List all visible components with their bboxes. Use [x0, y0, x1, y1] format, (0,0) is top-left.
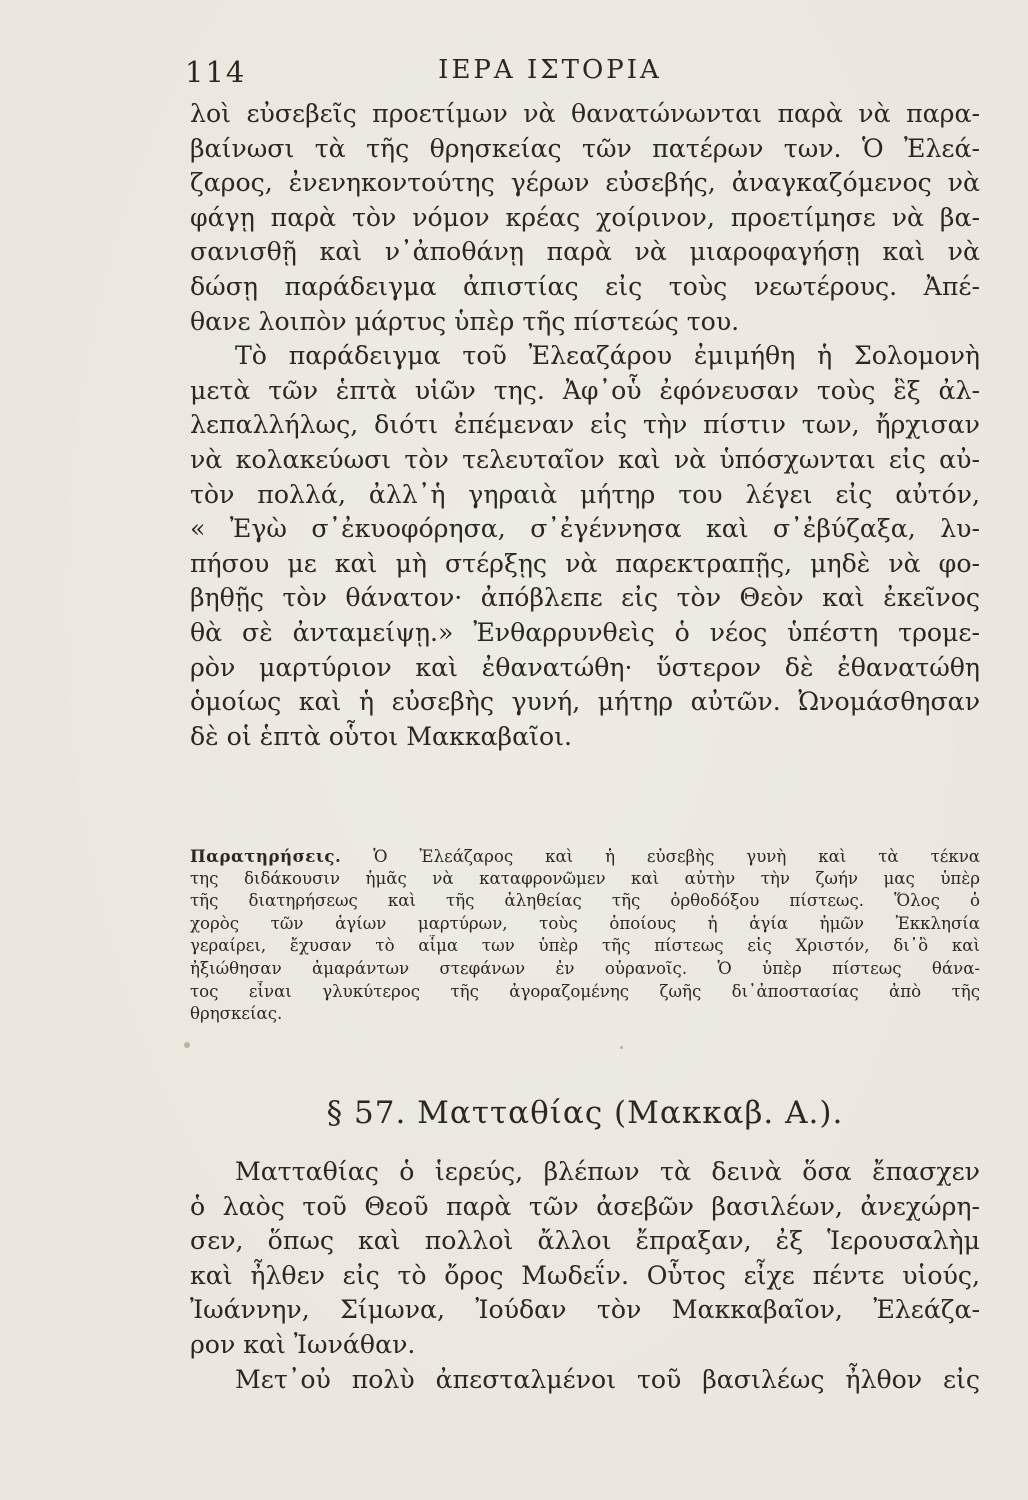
note-line: γεραίρει, ἔχυσαν τὸ αἷμα των ὑπὲρ τῆς πίστεως εἰς Χριστόν, δι᾿ὃ καὶ — [190, 936, 980, 956]
note-line: τῆς διατηρήσεως καὶ τῆς ἀληθείας τῆς ὀρθοδόξου πίστεως. Ὅλος ὁ — [190, 891, 980, 911]
ink-spot — [620, 1046, 623, 1049]
text-line: μετὰ τῶν ἑπτὰ υἱῶν της. Ἀφ᾿οὗ ἐφόνευσαν τοὺς ἓξ ἀλ- — [190, 375, 980, 405]
text-line: Μετ᾿οὐ πολὺ ἀπεσταλμένοι τοῦ βασιλέως ἦλθον εἰς — [235, 1364, 980, 1394]
ink-spot — [184, 1042, 190, 1048]
text-line: βαίνωσι τὰ τῆς θρησκείας τῶν πατέρων των. Ὁ Ἐλεά- — [190, 133, 980, 163]
text-line: ὁ λαὸς τοῦ Θεοῦ παρὰ τῶν ἀσεβῶν βασιλέων, ἀνεχώρη- — [190, 1191, 980, 1221]
text-line: φάγῃ παρὰ τὸν νόμον κρέας χοίρινον, προετίμησε νὰ βα- — [190, 202, 980, 232]
note-line: χορὸς τῶν ἁγίων μαρτύρων, τοὺς ὁποίους ἡ ἁγία ἡμῶν Ἐκκλησία — [190, 913, 980, 933]
text-line: ρον καὶ Ἰωνάθαν. — [190, 1329, 416, 1359]
page-number: 114 — [185, 55, 247, 89]
section-text — [190, 1155, 980, 1397]
text-line: βηθῇς τὸν θάνατον· ἀπόβλεπε εἰς τὸν Θεὸν καὶ ἐκεῖνος — [190, 583, 980, 613]
note-line: τος εἶναι γλυκύτερος τῆς ἀγοραζομένης ζωῆς δι᾿ἀποστασίας ἀπὸ τῆς — [190, 981, 980, 1001]
text-line: ζαρος, ἐνενηκοντούτης γέρων εὐσεβής, ἀναγκαζόμενος νὰ — [190, 168, 980, 198]
text-line: « Ἐγὼ σ᾿ἐκυοφόρησα, σ᾿ἐγέννησα καὶ σ᾿ἐβύζαξα, λυ- — [190, 514, 980, 544]
text-line: θὰ σὲ ἀνταμείψῃ.» Ἐνθαρρυνθεὶς ὁ νέος ὑπέστη τρομε- — [190, 617, 980, 647]
text-line: νὰ κολακεύωσι τὸν τελευταῖον καὶ νὰ ὑπόσχωνται εἰς αὐ- — [190, 444, 980, 474]
observations-note — [190, 845, 980, 1026]
text-line: δὲ οἱ ἑπτὰ οὗτοι Μακκαβαῖοι. — [190, 721, 572, 751]
text-line: σεν, ὅπως καὶ πολλοὶ ἄλλοι ἔπραξαν, ἐξ Ἱερουσαλὴμ — [190, 1226, 980, 1256]
note-label: Παρατηρήσεις. — [190, 846, 342, 866]
text-line: σανισθῇ καὶ ν᾿ἀποθάνῃ παρὰ νὰ μιαροφαγήσῃ καὶ νὰ — [190, 237, 980, 267]
text-line: Τὸ παράδειγμα τοῦ Ἐλεαζάρου ἐμιμήθη ἡ Σολομονὴ — [235, 341, 980, 371]
note-line: θρησκείας. — [190, 1004, 283, 1024]
running-title: ΙΕΡΑ ΙΣΤΟΡΙΑ — [438, 55, 662, 85]
text-line: λοὶ εὐσεβεῖς προετίμων νὰ θανατώνωνται παρὰ νὰ παρα- — [190, 99, 980, 128]
main-text — [190, 97, 980, 754]
note-line: της διδάκουσιν ἡμᾶς νὰ καταφρονῶμεν καὶ αὐτὴν τὴν ζωήν μας ὑπὲρ — [190, 868, 980, 888]
text-line: πήσου με καὶ μὴ στέρξῃς νὰ παρεκτραπῇς, μηδὲ νὰ φο- — [190, 548, 980, 578]
text-line: δώσῃ παράδειγμα ἀπιστίας εἰς τοὺς νεωτέρους. Ἀπέ- — [190, 271, 980, 301]
text-line: ὁμοίως καὶ ἡ εὐσεβὴς γυνή, μήτηρ αὐτῶν. Ὠνομάσθησαν — [190, 687, 980, 717]
note-line: ἠξιώθησαν ἀμαράντων στεφάνων ἐν οὐρανοῖς. Ὁ ὑπὲρ πίστεως θάνα- — [190, 958, 980, 978]
text-line: λεπαλλήλως, διότι ἐπέμεναν εἰς τὴν πίστιν των, ἤρχισαν — [190, 410, 980, 440]
text-line: τὸν πολλά, ἀλλ᾿ἡ γηραιὰ μήτηρ του λέγει εἰς αὐτόν, — [190, 479, 980, 509]
note-first-line: Ὁ Ἐλεάζαρος καὶ ἡ εὐσεβὴς γυνὴ καὶ τὰ τέκνα — [373, 847, 980, 866]
note-line — [190, 845, 980, 868]
text-line: θανε λοιπὸν μάρτυς ὑπὲρ τῆς πίστεώς του. — [190, 306, 740, 336]
section-heading: § 57. Ματταθίας (Μακκαβ. Α.). — [326, 1095, 844, 1131]
text-line: Ἰωάννην, Σίμωνα, Ἰούδαν τὸν Μακκαβαῖον, Ἐλεάζα- — [190, 1295, 980, 1325]
text-line: καὶ ἦλθεν εἰς τὸ ὄρος Μωδεΐν. Οὗτος εἶχε πέντε υἱούς, — [190, 1260, 980, 1290]
text-line: ρὸν μαρτύριον καὶ ἐθανατώθη· ὕστερον δὲ ἐθανατώθη — [190, 652, 980, 682]
page-header — [185, 55, 985, 95]
text-line: Ματταθίας ὁ ἱερεύς, βλέπων τὰ δεινὰ ὅσα ἔπασχεν — [235, 1157, 980, 1186]
